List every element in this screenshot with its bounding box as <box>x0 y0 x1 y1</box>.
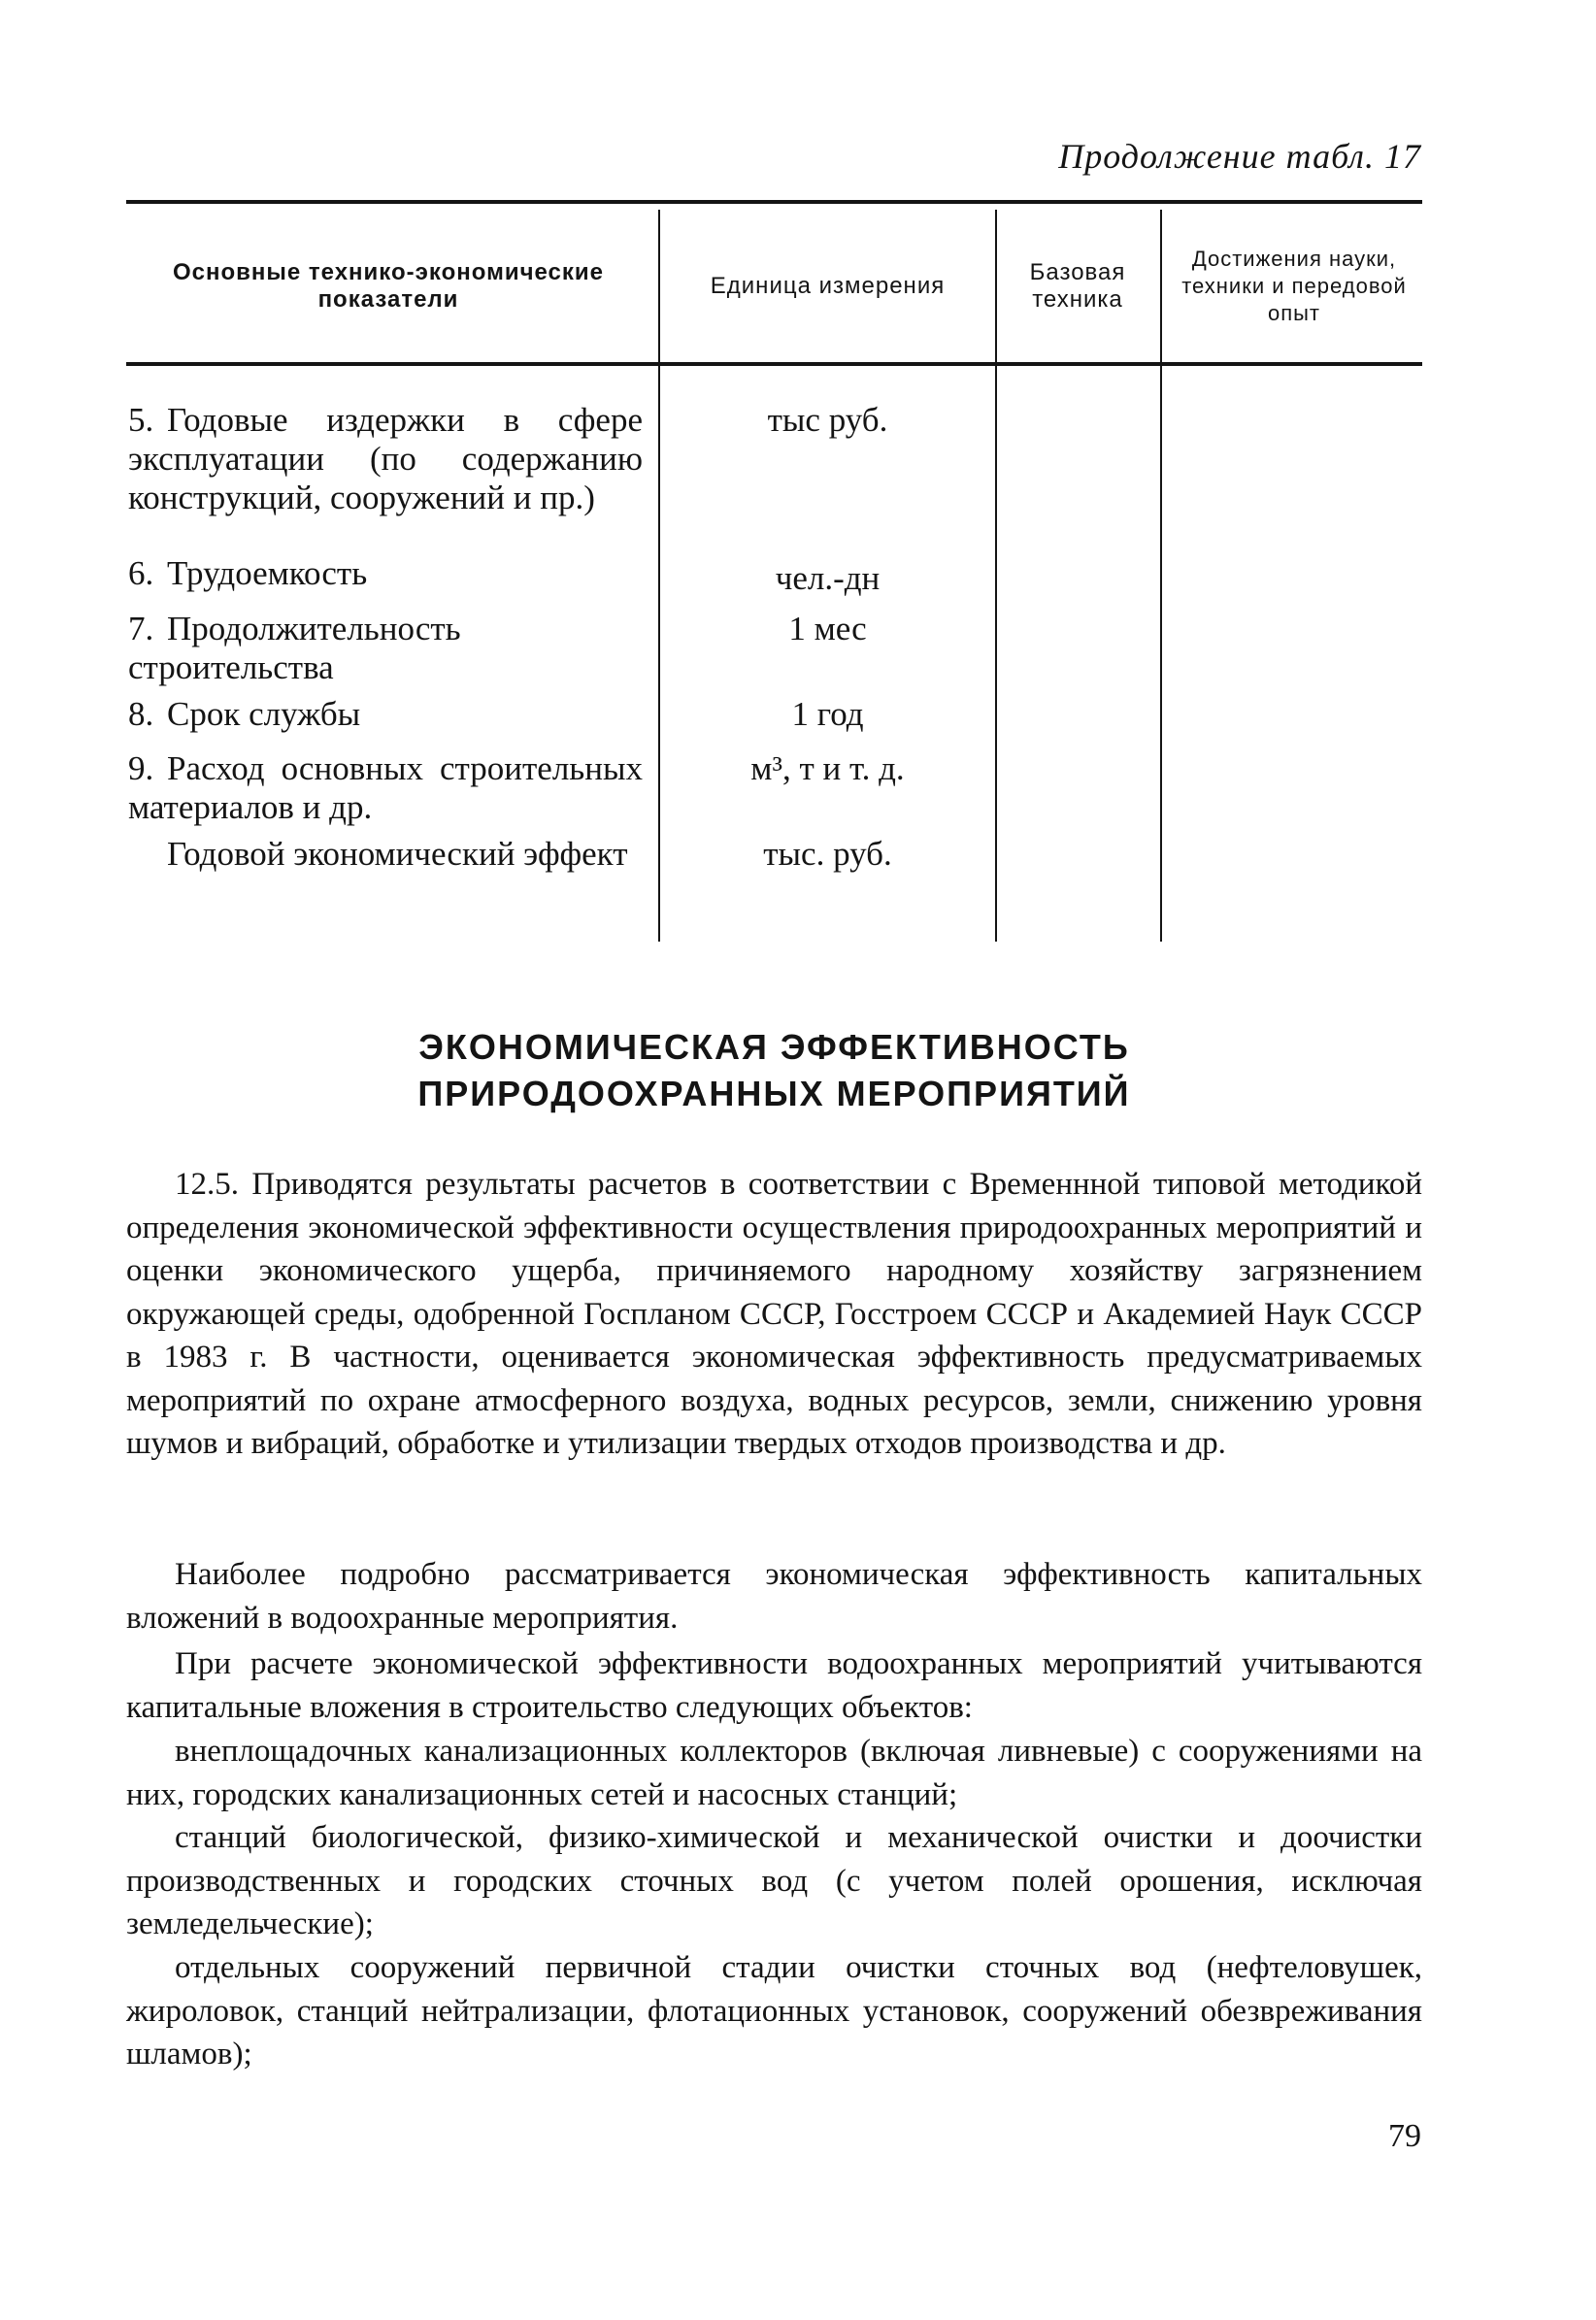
table-row-indicator: 5. Годовые издержки в сфере эксплуатации (по содержанию конструкций, сооружений и пр.) <box>128 401 643 516</box>
body-paragraph: При расчете экономической эффективности водоохранных мероприятий учитываются капитальные вложения в строительство следующих объектов: <box>126 1646 1422 1725</box>
table-row-indicator: 9. Расход основных строительных материалов и др. <box>128 749 643 826</box>
table-continuation-label: Продолжение табл. 17 <box>1058 137 1421 176</box>
table-header-base-technology: Базовая техника <box>1029 259 1126 313</box>
list-paragraph: станций биологической, физико-химической и механической очистки и доочистки производственных и городских сточных вод (с учетом полей орошения, исключая земледельческие); <box>126 1820 1422 1941</box>
list-paragraph: внеплощадочных канализационных коллекторов (включая ливневые) с сооружениями на них, городских канализационных сетей и насосных станций; <box>126 1734 1422 1812</box>
table-row-indicator: 7. Продолжительность строительства <box>128 610 461 686</box>
table-row-unit: 1 год <box>791 695 864 733</box>
table-header-rule <box>126 362 1422 366</box>
table-column-divider <box>658 210 660 942</box>
table-row-indicator: 8. Срок службы <box>128 695 361 733</box>
table-header-indicators: Основные технико-экономические показатели <box>172 259 605 313</box>
table-top-rule <box>126 200 1422 204</box>
list-paragraph: отдельных сооружений первичной стадии очистки сточных вод (нефтеловушек, жироловок, станций нейтрализации, флотационных установок, сооружений обезвреживания шламов); <box>126 1950 1422 2071</box>
table-header-achievements: Достижения науки, техники и передовой опыт <box>1181 247 1407 325</box>
section-heading: ЭКОНОМИЧЕСКАЯ ЭФФЕКТИВНОСТЬ ПРИРОДООХРАННЫХ МЕРОПРИЯТИЙ <box>417 1027 1131 1113</box>
page-number: 79 <box>1388 2118 1421 2154</box>
table-column-divider <box>1160 210 1162 942</box>
table-row-unit: тыс руб. <box>767 401 888 439</box>
table-row-unit: чел.-дн <box>775 559 881 597</box>
body-paragraph: 12.5. Приводятся результаты расчетов в соответствии с Временнной типовой методикой определения экономической эффективности осуществления природоохранных мероприятий и оценки экономического ущерба, причиняемого народному хозяйству загрязнением окружающей среды, одобренной Госпланом СССР, Госстроем СССР и Академией Наук СССР в 1983 г. В частности, оценивается экономическая эффективность предусматриваемых мероприятий по охране атмосферного воздуха, водных ресурсов, земли, снижению уровня шумов и вибраций, обработке и утилизации твердых отходов производства и др. <box>126 1167 1422 1461</box>
table-row-unit: 1 мес <box>788 610 867 647</box>
table-header-unit: Единица измерения <box>710 273 946 299</box>
table-row-unit: м³, т и т. д. <box>750 749 905 787</box>
table-column-divider <box>995 210 997 942</box>
table-row-indicator: Годовой экономический эффект <box>167 835 628 873</box>
table-row-indicator: 6. Трудоемкость <box>128 554 368 592</box>
table-row-unit: тыс. руб. <box>763 835 892 873</box>
body-paragraph: Наиболее подробно рассматривается экономическая эффективность капитальных вложений в водоохранные мероприятия. <box>126 1557 1422 1636</box>
